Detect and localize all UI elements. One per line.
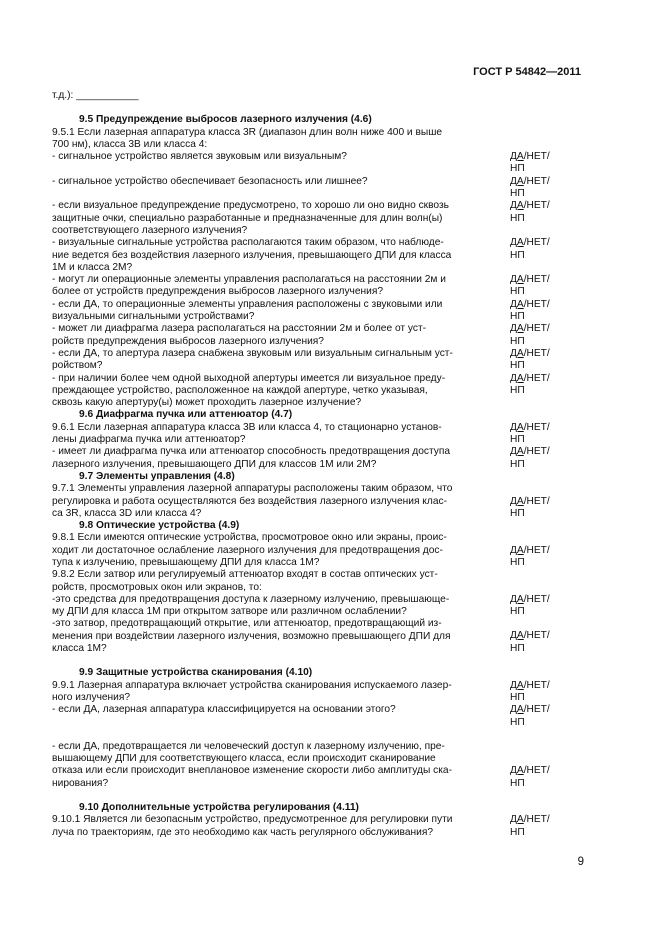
answer-choices	[510, 545, 570, 570]
question-text: - сигнальное устройство обеспечивает безопасность или лишнее?	[52, 175, 368, 187]
section-heading-9-7: 9.7 Элементы управления (4.8)	[79, 470, 235, 482]
answer-no-na: /НЕТ/ НП	[510, 446, 550, 470]
answer-no-na: /НЕТ/ НП	[510, 347, 550, 372]
answer-yes: ДА	[510, 347, 524, 359]
answer-yes: ДА	[510, 446, 524, 458]
question-text: -это средства для предотвращения доступа к лазерному излучению, превышающе- му ДПИ для класса 1М при открытом затворе или различном ослаблении?	[52, 593, 450, 618]
section-heading-9-5: 9.5 Предупреждение выбросов лазерного излучения (4.6)	[79, 114, 372, 126]
answer-yes: ДА	[510, 765, 524, 777]
question-row	[52, 373, 579, 410]
question-row	[52, 348, 579, 373]
question-row	[52, 814, 579, 839]
question-row	[52, 594, 579, 619]
question-row	[52, 532, 579, 569]
question-text: 9.9.1 Лазерная аппаратура включает устройства сканирования испускаемого лазер- ного излучения?	[52, 679, 452, 703]
answer-choices	[510, 422, 570, 447]
question-row	[52, 741, 579, 790]
answer-choices	[510, 496, 570, 521]
spacer	[52, 790, 579, 802]
question-row	[52, 200, 579, 237]
answer-no-na: /НЕТ/ НП	[510, 544, 550, 568]
section-heading-9-10: 9.10 Дополнительные устройства регулирования (4.11)	[79, 802, 359, 814]
answer-no-na: /НЕТ/ НП	[510, 200, 550, 224]
answer-choices	[510, 348, 570, 373]
answer-yes: ДА	[510, 704, 524, 716]
spacer	[52, 655, 579, 667]
question-text: - имеет ли диафрагма пучка или аттенюатор способность предотвращения доступа лазерного излучения, превышающего ДПИ для классов 1М или 2М?	[52, 446, 451, 470]
answer-yes: ДА	[510, 814, 524, 826]
question-text: - при наличии более чем одной выходной апертуры имеется ли визуальное преду- преждающее устройство, расположенное на каждой апертуре, четко указывая, сквозь какую апертуру(ы) может проходить лазерное излучение?	[52, 372, 446, 409]
paragraph-9-8-2: 9.8.2 Если затвор или регулируемый аттенюатор входят в состав оптических уст- ройств, просмотровых окон или экранов, то:	[52, 569, 438, 593]
document-header: ГОСТ Р 54842—2011	[473, 66, 581, 78]
answer-yes: ДА	[510, 593, 524, 605]
answer-choices	[510, 200, 570, 225]
question-text: 9.6.1 Если лазерная аппаратура класса 3В или класса 4, то стационарно установ- лены диафрагма пучка или аттенюатор?	[52, 421, 442, 446]
answer-no-na: /НЕТ/ НП	[510, 237, 550, 261]
answer-choices	[510, 765, 570, 790]
question-text: -это затвор, предотвращающий открытие, или аттенюатор, предотвращающий из- менения при воздействии лазерного излучения, возможно превышающего ДПИ для класса 1М?	[52, 618, 451, 655]
answer-choices	[510, 299, 570, 324]
paragraph-9-5-1: 9.5.1 Если лазерная аппаратура класса 3R (диапазон длин волн ниже 400 и выше 700 нм), класса 3В или класса 4:	[52, 126, 443, 150]
answer-no-na: /НЕТ/ НП	[510, 495, 550, 519]
answer-yes: ДА	[510, 298, 524, 310]
question-text: 9.7.1 Элементы управления лазерной аппаратуры расположены таким образом, что регулировка и работа осуществляются без воздействия лазерного излучения клас- са 3R, класса 3D или класса 4?	[52, 483, 453, 519]
answer-choices	[510, 237, 570, 262]
spacer	[52, 729, 579, 741]
question-row	[52, 680, 579, 705]
answer-yes: ДА	[510, 200, 524, 212]
question-row	[52, 274, 579, 299]
document-body	[52, 90, 579, 839]
answer-choices	[510, 274, 570, 299]
question-text: - если ДА, то операционные элементы управления расположены с звуковыми или визуальными сигнальными устройствами?	[52, 298, 443, 323]
answer-yes: ДА	[510, 495, 524, 507]
page-number: 9	[577, 856, 584, 868]
answer-yes: ДА	[510, 274, 524, 286]
answer-yes: ДА	[510, 544, 524, 556]
question-row	[52, 483, 579, 520]
section-heading-9-6: 9.6 Диафрагма пучка или аттенюатор (4.7)	[79, 409, 293, 421]
answer-no-na: /НЕТ/ НП	[510, 421, 550, 446]
question-row	[52, 704, 579, 729]
question-row	[52, 237, 579, 274]
answer-choices	[510, 151, 570, 176]
question-text: - если ДА, лазерная аппаратура классифицируется на основании этого?	[52, 704, 396, 716]
answer-yes: ДА	[510, 237, 524, 249]
question-text: 9.10.1 Является ли безопасным устройство, предусмотренное для регулировки пути луча по траекториям, где это необходимо как часть регулярного обслуживания?	[52, 814, 453, 838]
answer-choices	[510, 680, 570, 705]
question-row	[52, 176, 579, 201]
answer-no-na: /НЕТ/ НП	[510, 704, 550, 728]
answer-yes: ДА	[510, 372, 524, 384]
answer-yes: ДА	[510, 630, 524, 642]
question-text: 9.8.1 Если имеются оптические устройства, просмотровое окно или экраны, проис- ходит ли достаточное ослабление лазерного излучения для предотвращения дос- тупа к излучению, превышающему ДПИ для класса 1М?	[52, 532, 447, 568]
answer-yes: ДА	[510, 679, 524, 691]
answer-choices	[510, 176, 570, 201]
answer-choices	[510, 323, 570, 348]
answer-no-na: /НЕТ/ НП	[510, 372, 550, 396]
answer-choices	[510, 630, 570, 655]
answer-choices	[510, 704, 570, 729]
answer-yes: ДА	[510, 323, 524, 335]
question-row	[52, 446, 579, 471]
question-text: - если ДА, то апертура лазера снабжена звуковым или визуальным сигнальным уст- ройством?	[52, 347, 453, 372]
question-row	[52, 323, 579, 348]
answer-no-na: /НЕТ/ НП	[510, 274, 550, 298]
answer-no-na: /НЕТ/ НП	[510, 323, 550, 347]
question-row	[52, 618, 579, 655]
question-text: - если визуальное предупреждение предусмотрено, то хорошо ли оно видно сквозь защитные очки, специально разработанные и предназначенные для длин волн(ы) соответствующего лазерного излучения?	[52, 200, 449, 236]
answer-no-na: /НЕТ/ НП	[510, 679, 550, 703]
question-text: - сигнальное устройство является звуковым или визуальным?	[52, 151, 347, 163]
question-row	[52, 299, 579, 324]
section-heading-9-8: 9.8 Оптические устройства (4.9)	[79, 520, 240, 532]
answer-choices	[510, 814, 570, 839]
answer-no-na: /НЕТ/ НП	[510, 151, 550, 175]
answer-no-na: /НЕТ/ НП	[510, 298, 550, 323]
answer-choices	[510, 446, 570, 471]
answer-no-na: /НЕТ/ НП	[510, 593, 550, 618]
question-row	[52, 151, 579, 176]
answer-choices	[510, 594, 570, 619]
intro-line: т.д.): ___________	[52, 90, 139, 101]
question-text: - если ДА, предотвращается ли человеческий доступ к лазерному излучению, пре- вышающему ДПИ для соответствующего класса, если происходит сканирование отказа или если происходит внеплановое изменение скорости либо амплитуды ска- нирования?	[52, 740, 452, 789]
answer-yes: ДА	[510, 421, 524, 433]
question-text: - визуальные сигнальные устройства располагаются таким образом, что наблюде- ние ведется без воздействия лазерного излучения, превышающего ДПИ для класса 1М и класса 2М?	[52, 237, 452, 273]
question-text: - может ли диафрагма лазера располагаться на расстоянии 2м и более от уст- ройств предупреждения выбросов лазерного излучения?	[52, 323, 427, 347]
answer-no-na: /НЕТ/ НП	[510, 765, 550, 789]
answer-no-na: /НЕТ/ НП	[510, 630, 550, 654]
answer-no-na: /НЕТ/ НП	[510, 814, 550, 838]
section-heading-9-9: 9.9 Защитные устройства сканирования (4.10)	[79, 667, 313, 679]
answer-choices	[510, 373, 570, 398]
answer-yes: ДА	[510, 175, 524, 187]
question-row	[52, 422, 579, 447]
answer-yes: ДА	[510, 151, 524, 163]
question-text: - могут ли операционные элементы управления располагаться на расстоянии 2м и более от устройств предупреждения выбросов лазерного излучения?	[52, 274, 446, 298]
answer-no-na: /НЕТ/ НП	[510, 175, 550, 200]
